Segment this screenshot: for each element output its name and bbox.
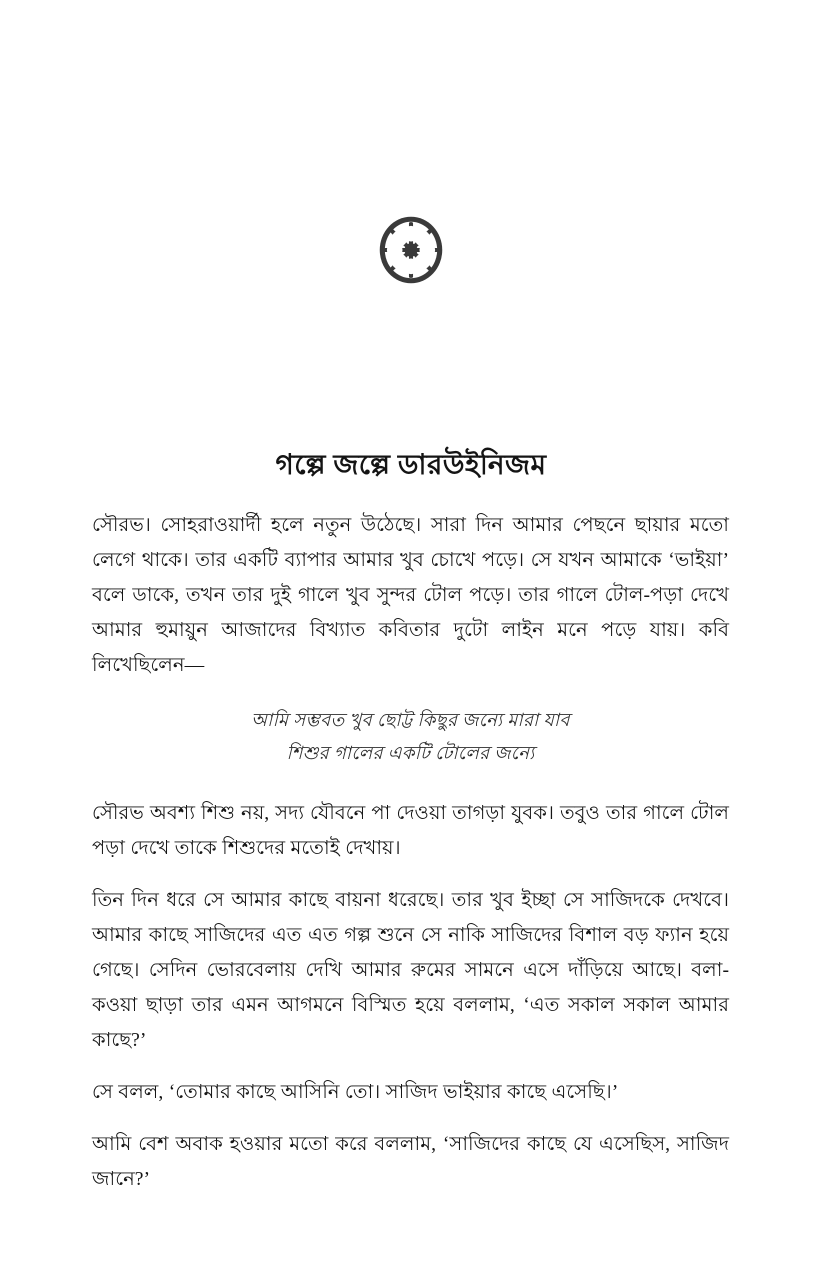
chapter-title: গল্পে জল্পে ডারউইনিজম: [275, 449, 547, 481]
paragraph-4: সে বলল, ‘তোমার কাছে আসিনি তো। সাজিদ ভাইয়ার কাছে এসেছি।’: [92, 1082, 619, 1103]
paragraph-3: তিন দিন ধরে সে আমার কাছে বায়না ধরেছে। তার খুব ইচ্ছা সে সাজিদকে দেখবে। আমার কাছে সাজিদের এত এত গল্প শুনে সে নাকি সাজিদের বিশাল বড় ফ্যান হয়ে গেছে। সেদিন ভোরবেলায় দেখি আমার রুমের সামনে এসে দাঁড়িয়ে আছে। বলা-কওয়া ছাড়া তার এমন আগমনে বিস্মিত হয়ে বললাম, ‘এত সকাল সকাল আমার কাছে?’: [92, 890, 729, 1051]
verse-quote: [92, 704, 729, 770]
paragraph-1: সৌরভ। সোহরাওয়ার্দী হলে নতুন উঠেছে। সারা দিন আমার পেছনে ছায়ার মতো লেগে থাকে। তার একটি ব্যাপার আমার খুব চোখে পড়ে। সে যখন আমাকে ‘ভাইয়া’ বলে ডাকে, তখন তার দুই গালে খুব সুন্দর টোল পড়ে। তার গালে টোল-পড়া দেখে আমার হুমায়ুন আজাদের বিখ্যাত কবিতার দুটো লাইন মনে পড়ে যায়। কবি লিখেছিলেন—: [92, 515, 729, 676]
body-text: [92, 508, 729, 1197]
paragraph-2: সৌরভ অবশ্য শিশু নয়, সদ্য যৌবনে পা দেওয়া তাগড়া যুবক। তবুও তার গালে টোল পড়া দেখে তাকে শিশুদের মতোই দেখায়।: [92, 803, 729, 859]
flower-wheel-ornament: [377, 214, 445, 286]
verse-line-2: শিশুর গালের একটি টোলের জন্যে: [286, 743, 535, 763]
verse-line-1: আমি সম্ভবত খুব ছোট্ট কিছুর জন্যে মারা যাব: [251, 710, 570, 730]
chapter-ornament-container: [0, 214, 822, 286]
paragraph-5: আমি বেশ অবাক হওয়ার মতো করে বললাম, ‘সাজিদের কাছে যে এসেছিস, সাজিদ জানে?’: [92, 1134, 729, 1190]
